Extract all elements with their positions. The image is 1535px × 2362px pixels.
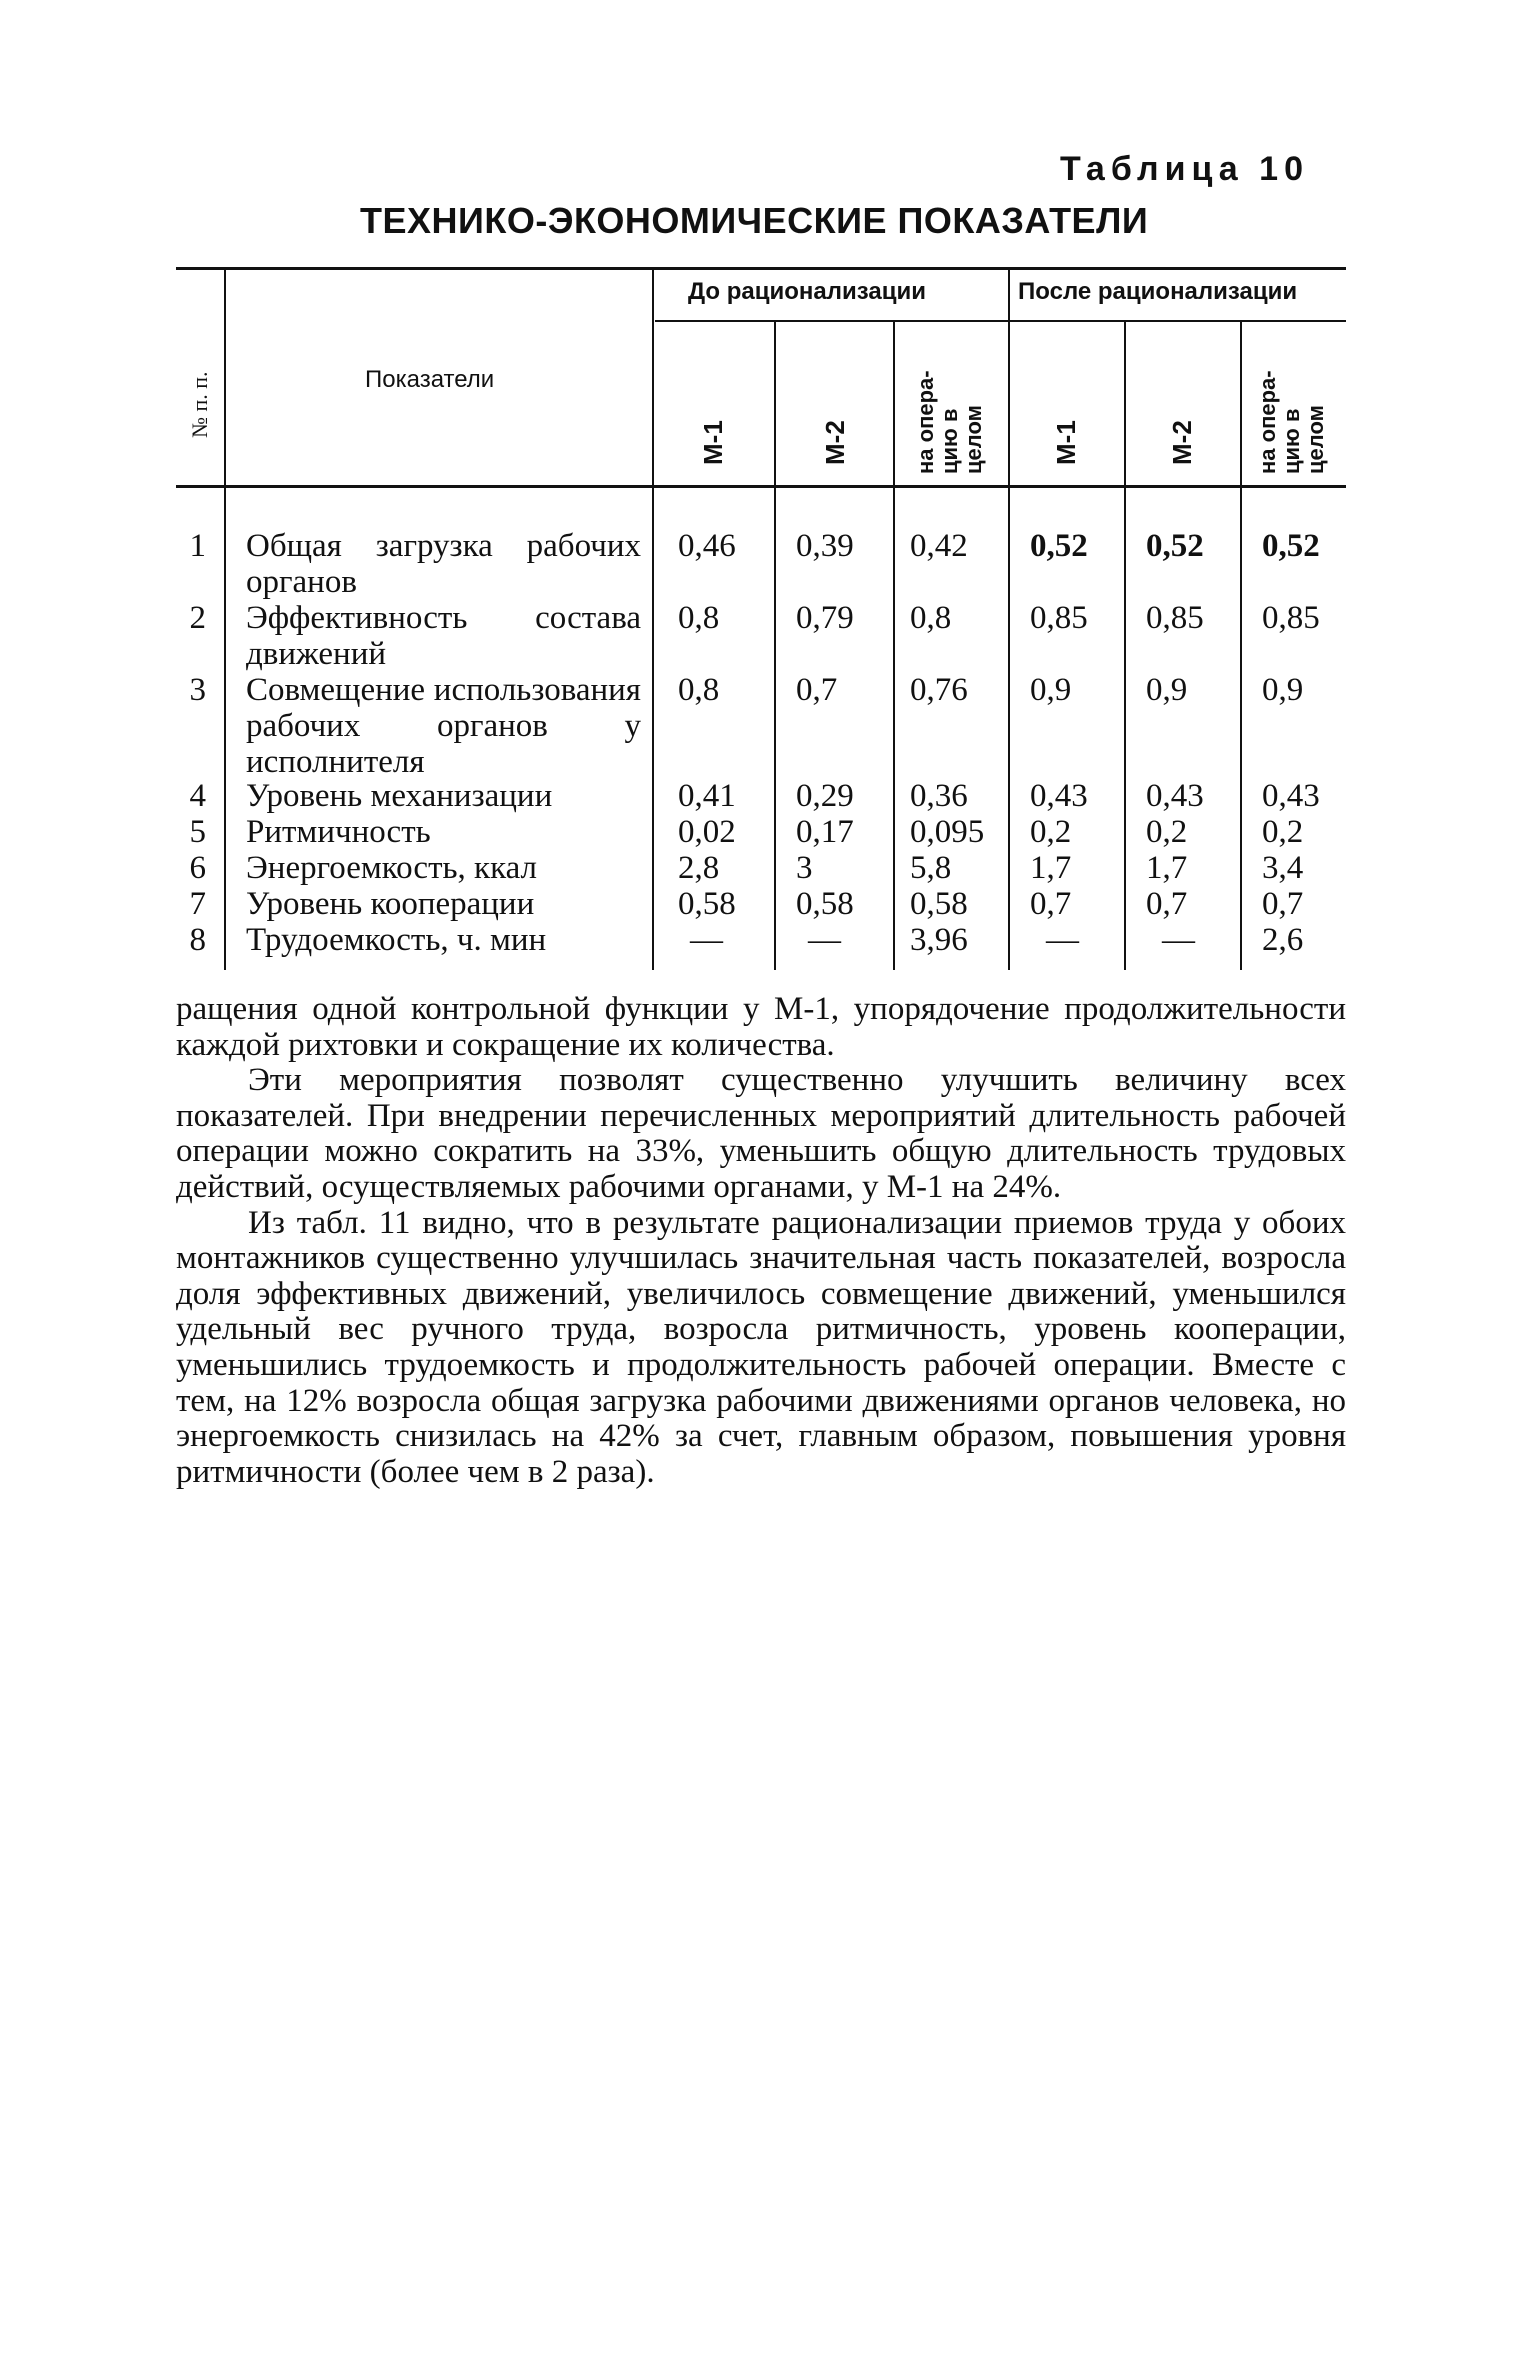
col-divider	[224, 270, 226, 970]
row-indicator: Уровень кооперации	[246, 886, 535, 922]
col-divider	[774, 322, 776, 970]
value-after-m1: —	[1046, 922, 1079, 958]
row-indicator: Ритмичность	[246, 814, 431, 850]
value-before-m1: —	[690, 922, 723, 958]
header-before-whole: на опера- цию в целом	[913, 370, 986, 474]
row-number: 5	[189, 814, 206, 850]
value-before-whole: 5,8	[910, 850, 952, 886]
value-after-whole: 0,85	[1262, 600, 1320, 636]
value-after-whole: 0,9	[1262, 672, 1304, 708]
value-before-whole: 0,8	[910, 600, 952, 636]
value-before-whole: 0,42	[910, 528, 968, 564]
row-number: 2	[189, 600, 206, 636]
col-divider	[1124, 322, 1126, 970]
value-after-m2: 0,7	[1146, 886, 1188, 922]
col-divider	[1008, 270, 1010, 970]
value-before-whole: 0,095	[910, 814, 985, 850]
value-before-m1: 0,41	[678, 778, 736, 814]
paragraph: Эти мероприятия позволят существенно улучшить величину всех показателей. При внедрении перечисленных мероприятий длительность рабочей операции можно сократить на 33%, уменьшить общую длительность трудовых действий, осуществляемых рабочими органами, у М-1 на 24%.	[176, 1062, 1346, 1205]
value-before-m2: 0,58	[796, 886, 854, 922]
value-after-m1: 0,2	[1030, 814, 1072, 850]
header-bottom-rule	[176, 485, 1346, 488]
value-before-m2: 0,29	[796, 778, 854, 814]
header-number: № п. п.	[187, 371, 212, 438]
value-after-m2: 0,85	[1146, 600, 1204, 636]
value-after-whole: 0,43	[1262, 778, 1320, 814]
row-number: 1	[189, 528, 206, 564]
row-number: 6	[189, 850, 206, 886]
table-top-rule	[176, 267, 1346, 270]
value-before-m2: 0,79	[796, 600, 854, 636]
value-after-m2: 0,9	[1146, 672, 1188, 708]
header-before: До рационализации	[688, 278, 926, 305]
value-before-m2: 3	[796, 850, 813, 886]
value-before-m2: 0,17	[796, 814, 854, 850]
paragraph: ращения одной контрольной функции у М-1, упорядочение продолжительности каждой рихтовки и сокращение их количества.	[176, 991, 1346, 1063]
value-after-m1: 0,52	[1030, 528, 1088, 564]
col-divider	[652, 270, 654, 970]
value-before-whole: 0,58	[910, 886, 968, 922]
row-indicator: Энергоемкость, ккал	[246, 850, 538, 886]
header-after-m2: М-2	[1167, 420, 1197, 465]
value-after-m2: 0,52	[1146, 528, 1204, 564]
value-after-whole: 0,52	[1262, 528, 1320, 564]
value-before-whole: 3,96	[910, 922, 968, 958]
value-after-whole: 0,2	[1262, 814, 1304, 850]
value-after-m2: 1,7	[1146, 850, 1188, 886]
value-after-m1: 0,85	[1030, 600, 1088, 636]
col-divider	[1240, 322, 1242, 970]
group-underline	[655, 320, 1346, 322]
row-indicator: Трудоемкость, ч. мин	[246, 922, 547, 958]
value-after-whole: 0,7	[1262, 886, 1304, 922]
col-divider	[893, 322, 895, 970]
row-indicator: Уровень механизации	[246, 778, 553, 814]
value-after-m2: 0,43	[1146, 778, 1204, 814]
value-before-whole: 0,36	[910, 778, 968, 814]
row-indicator: Общая загрузка рабочих органов	[246, 528, 641, 600]
value-after-m1: 0,43	[1030, 778, 1088, 814]
value-after-m1: 0,7	[1030, 886, 1072, 922]
header-before-m1: М-1	[698, 420, 728, 465]
table-caption: Таблица 10	[1060, 150, 1309, 188]
header-after: После рационализации	[1018, 278, 1298, 305]
value-before-m1: 0,8	[678, 672, 720, 708]
header-after-whole: на опера- цию в целом	[1255, 370, 1328, 474]
value-after-whole: 3,4	[1262, 850, 1304, 886]
value-after-m2: 0,2	[1146, 814, 1188, 850]
value-after-m1: 1,7	[1030, 850, 1072, 886]
row-number: 8	[189, 922, 206, 958]
value-before-m2: 0,39	[796, 528, 854, 564]
row-number: 7	[189, 886, 206, 922]
header-before-m2: М-2	[820, 420, 850, 465]
value-before-m1: 0,46	[678, 528, 736, 564]
row-number: 3	[189, 672, 206, 708]
header-after-m1: М-1	[1051, 420, 1081, 465]
value-before-m1: 2,8	[678, 850, 720, 886]
row-indicator: Совмещение использования рабочих органов у исполнителя	[246, 672, 641, 780]
value-after-m2: —	[1162, 922, 1195, 958]
value-before-m1: 0,8	[678, 600, 720, 636]
value-before-m1: 0,02	[678, 814, 736, 850]
row-number: 4	[189, 778, 206, 814]
value-before-m1: 0,58	[678, 886, 736, 922]
value-before-whole: 0,76	[910, 672, 968, 708]
table-title: ТЕХНИКО-ЭКОНОМИЧЕСКИЕ ПОКАЗАТЕЛИ	[360, 200, 1149, 241]
value-before-m2: —	[808, 922, 841, 958]
body-text	[176, 992, 1346, 1490]
paragraph: Из табл. 11 видно, что в результате рационализации приемов труда у обоих монтажников существенно улучшилась значительная часть показателей, возросла доля эффективных движений, увеличилось совмещение движений, уменьшился удельный вес ручного труда, возросла ритмичность, уровень кооперации, уменьшились трудоемкость и продолжительность рабочей операции. Вместе с тем, на 12% возросла общая загрузка рабочими движениями органов человека, но энергоемкость снизилась на 42% за счет, главным образом, повышения уровня ритмичности (более чем в 2 раза).	[176, 1204, 1346, 1490]
row-indicator: Эффективность состава движений	[246, 600, 641, 672]
value-after-whole: 2,6	[1262, 922, 1304, 958]
header-indicators: Показатели	[365, 366, 495, 393]
value-after-m1: 0,9	[1030, 672, 1072, 708]
value-before-m2: 0,7	[796, 672, 838, 708]
